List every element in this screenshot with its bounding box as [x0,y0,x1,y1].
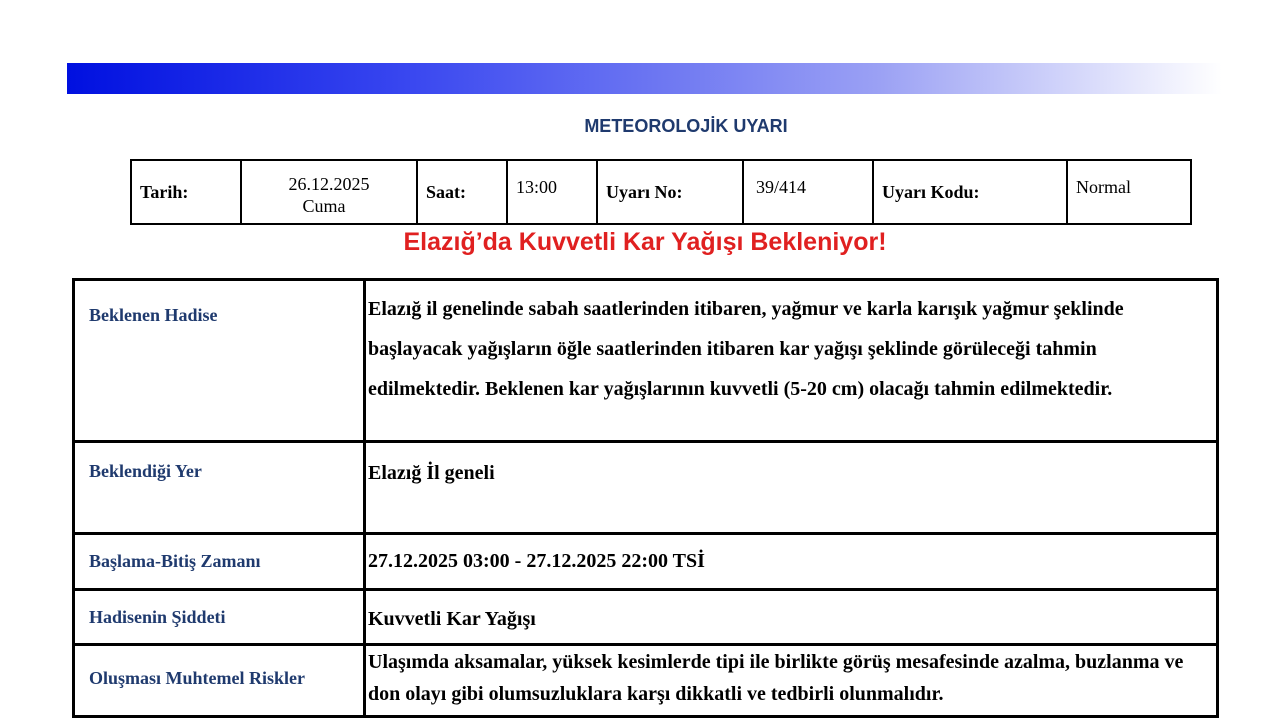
warning-code-label: Uyarı Kodu: [873,160,1067,224]
table-row [74,590,1218,645]
date-label: Tarih: [131,160,241,224]
table-row [74,280,1218,442]
warning-code-value: Normal [1067,160,1191,224]
row-label: Beklenen Hadise [74,280,365,442]
row-value: 27.12.2025 03:00 - 27.12.2025 22:00 TSİ [365,534,1218,590]
row-label: Hadisenin Şiddeti [74,590,365,645]
document-title: METEOROLOJİK UYARI [584,116,788,136]
time-value: 13:00 [507,160,597,224]
warning-no-value: 39/414 [743,160,873,224]
table-row [74,534,1218,590]
warning-headline: Elazığ’da Kuvvetli Kar Yağışı Bekleniyor! [403,228,887,256]
day: Cuma [302,196,346,216]
date-value [241,160,417,224]
row-value: Kuvvetli Kar Yağışı [365,590,1218,645]
row-label: Başlama-Bitiş Zamanı [74,534,365,590]
time-label: Saat: [417,160,507,224]
table-row [74,645,1218,717]
header-gradient-bar [67,63,1222,94]
row-value: Elazığ il genelinde sabah saatlerinden itibaren, yağmur ve karla karışık yağmur şeklinde başlayacak yağışların öğle saatlerinden itibaren kar yağışı şeklinde görüleceği tahmin edilmektedir. Beklenen kar yağışlarının kuvvetli (5-20 cm) olacağı tahmin edilmektedir. [365,280,1218,442]
row-label: Oluşması Muhtemel Riskler [74,645,365,717]
warning-no-label: Uyarı No: [597,160,743,224]
warning-details-table [72,278,1219,718]
table-row [74,442,1218,534]
warning-info-table [130,159,1192,225]
row-value: Elazığ İl geneli [365,442,1218,534]
row-value: Ulaşımda aksamalar, yüksek kesimlerde tipi ile birlikte görüş mesafesinde azalma, buzlanma ve don olayı gibi olumsuzluklara karşı dikkatli ve tedbirli olunmalıdır. [365,645,1218,717]
row-label: Beklendiği Yer [74,442,365,534]
date: 26.12.2025 [288,174,370,194]
